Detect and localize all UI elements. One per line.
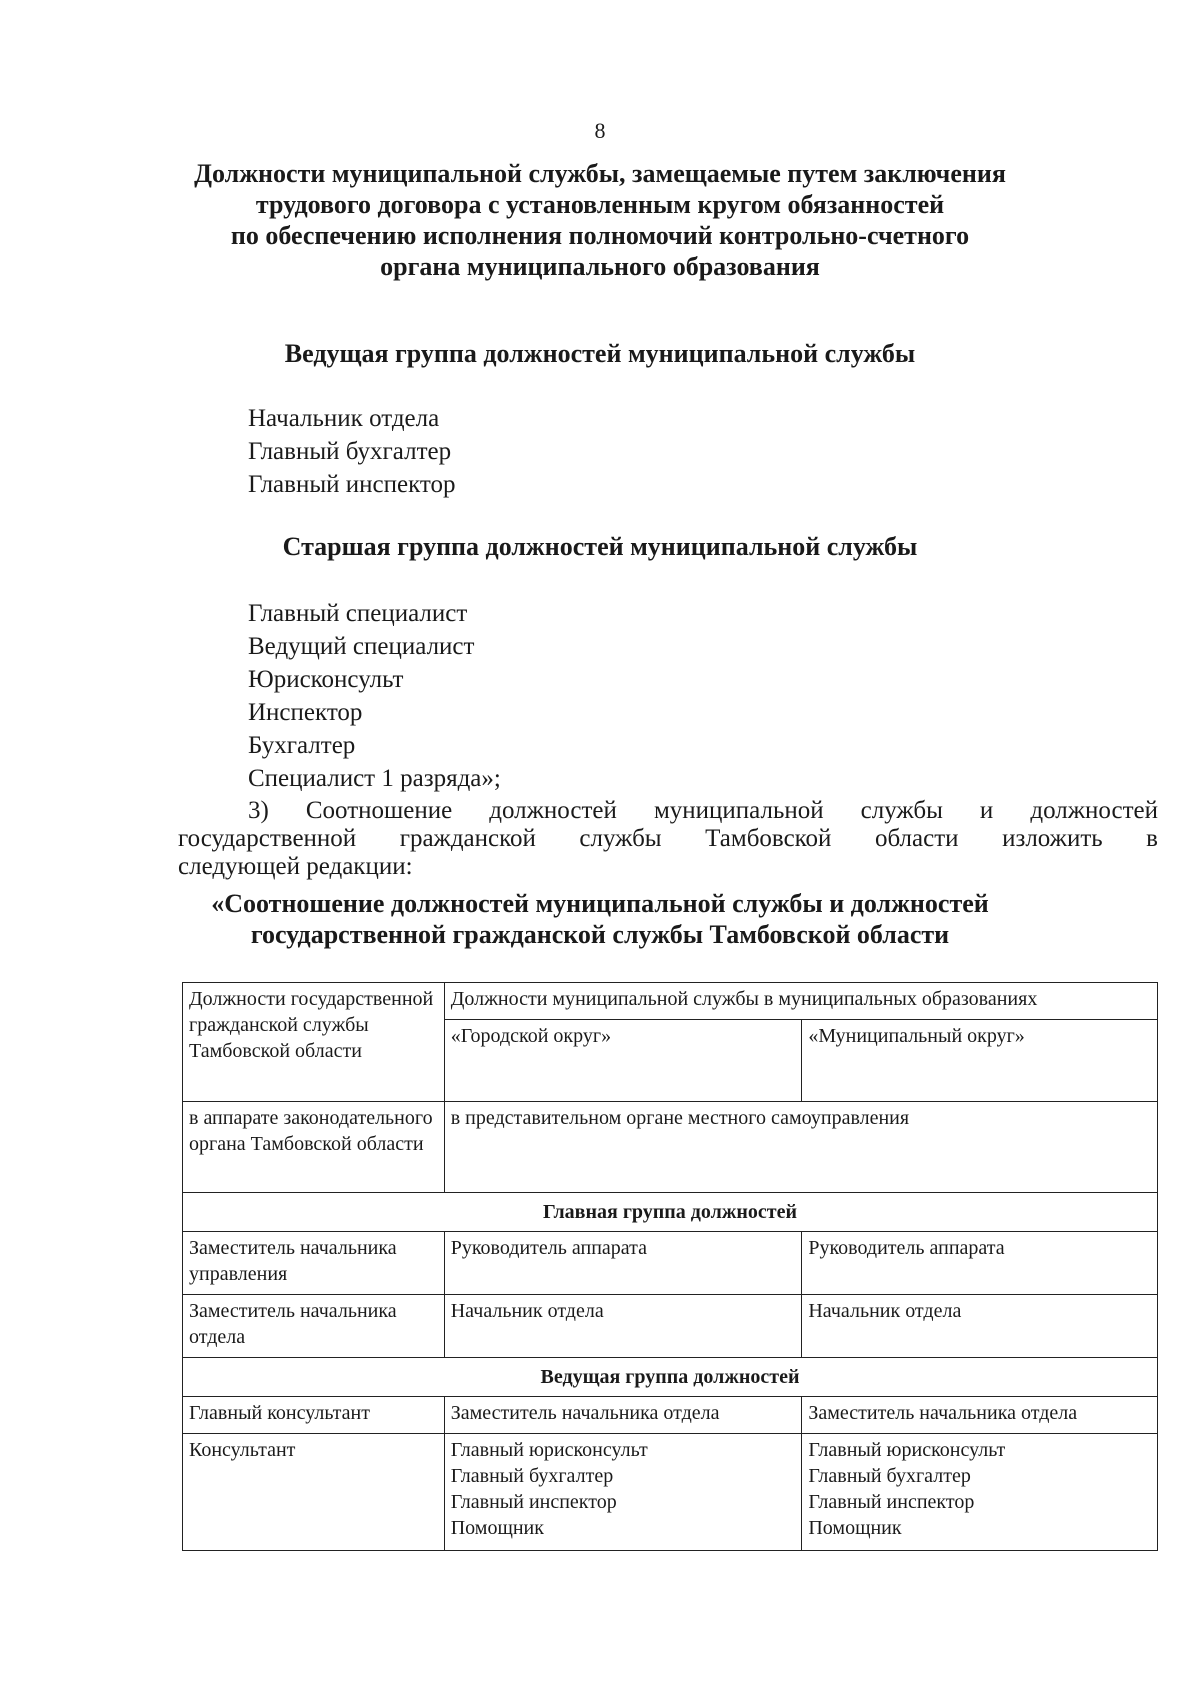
- group-row: [183, 1193, 1158, 1232]
- lead-group-list: [248, 402, 456, 501]
- cell-line: Помощник: [450, 1517, 544, 1539]
- correlation-title-line: государственной гражданской службы Тамбовской области: [250, 920, 950, 949]
- col2-header: «Городской округ»: [444, 1020, 802, 1102]
- group-heading-main: Главная группа должностей: [183, 1193, 1158, 1232]
- list-item: Начальник отдела: [248, 405, 440, 432]
- table-cell: Начальник отдела: [802, 1295, 1158, 1358]
- table-cell: в аппарате законодательного органа Тамбовской области: [183, 1102, 445, 1193]
- group-row: [183, 1358, 1158, 1397]
- list-item: Инспектор: [248, 699, 363, 726]
- table-cell: Начальник отдела: [444, 1295, 802, 1358]
- paragraph-line: государственной гражданской службы Тамбовской области изложить в: [178, 825, 1158, 852]
- amendment-paragraph: [178, 797, 1158, 881]
- table-cell: [802, 1434, 1158, 1551]
- list-item: Главный специалист: [248, 600, 468, 627]
- cell-line: Помощник: [808, 1517, 902, 1539]
- correlation-title-line: «Соотношение должностей муниципальной службы и должностей: [211, 889, 989, 918]
- table-cell: Заместитель начальника отдела: [444, 1397, 802, 1434]
- list-item: Главный бухгалтер: [248, 438, 452, 465]
- cell-line: Главный юрисконсульт: [808, 1439, 1006, 1461]
- title-line: органа муниципального образования: [380, 252, 820, 281]
- cell-line: Главный бухгалтер: [450, 1465, 614, 1487]
- table-cell: Заместитель начальника отдела: [183, 1295, 445, 1358]
- cell-line: Главный юрисконсульт: [450, 1439, 648, 1461]
- list-item: Ведущий специалист: [248, 633, 475, 660]
- table-row: [183, 1397, 1158, 1434]
- group-heading-lead: Ведущая группа должностей: [183, 1358, 1158, 1397]
- senior-group-heading: Старшая группа должностей муниципальной службы: [282, 532, 918, 561]
- table-cell: в представительном органе местного самоуправления: [444, 1102, 1157, 1193]
- list-item: Главный инспектор: [248, 471, 456, 498]
- col3-header: «Муниципальный округ»: [802, 1020, 1158, 1102]
- table-cell: Руководитель аппарата: [444, 1232, 802, 1295]
- table-cell: Заместитель начальника отдела: [802, 1397, 1158, 1434]
- page-number: 8: [594, 118, 606, 143]
- lead-group-heading: Ведущая группа должностей муниципальной службы: [284, 339, 916, 368]
- table-row: [183, 1295, 1158, 1358]
- table-cell: Главный консультант: [183, 1397, 445, 1434]
- senior-group-list: [248, 597, 501, 795]
- title-block: [0, 158, 1200, 282]
- cell-line: Главный инспектор: [450, 1491, 617, 1513]
- correlation-title: [0, 888, 1200, 950]
- table-cell: [444, 1434, 802, 1551]
- municipal-header: Должности муниципальной службы в муниципальных образованиях: [444, 983, 1157, 1020]
- table-cell: Консультант: [183, 1434, 445, 1551]
- table-row: [183, 1102, 1158, 1193]
- cell-line: Главный инспектор: [808, 1491, 975, 1513]
- table-row: [183, 1232, 1158, 1295]
- paragraph-line: 3) Соотношение должностей муниципальной службы и должностей: [248, 797, 1158, 824]
- title-line: трудового договора с установленным кругом обязанностей: [255, 190, 945, 219]
- table-row: [183, 983, 1158, 1020]
- title-line: по обеспечению исполнения полномочий контрольно-счетного: [230, 221, 970, 250]
- correlation-table: [182, 982, 1158, 1551]
- table-row: [183, 1434, 1158, 1551]
- col1-header: Должности государственной гражданской службы Тамбовской области: [183, 983, 445, 1102]
- table-cell: Заместитель начальника управления: [183, 1232, 445, 1295]
- title-line: Должности муниципальной службы, замещаемые путем заключения: [194, 159, 1006, 188]
- table-cell: Руководитель аппарата: [802, 1232, 1158, 1295]
- paragraph-line: следующей редакции:: [178, 853, 413, 880]
- cell-line: Главный бухгалтер: [808, 1465, 971, 1487]
- list-item: Бухгалтер: [248, 732, 356, 759]
- list-item: Юрисконсульт: [248, 666, 404, 693]
- list-item: Специалист 1 разряда»;: [248, 765, 501, 792]
